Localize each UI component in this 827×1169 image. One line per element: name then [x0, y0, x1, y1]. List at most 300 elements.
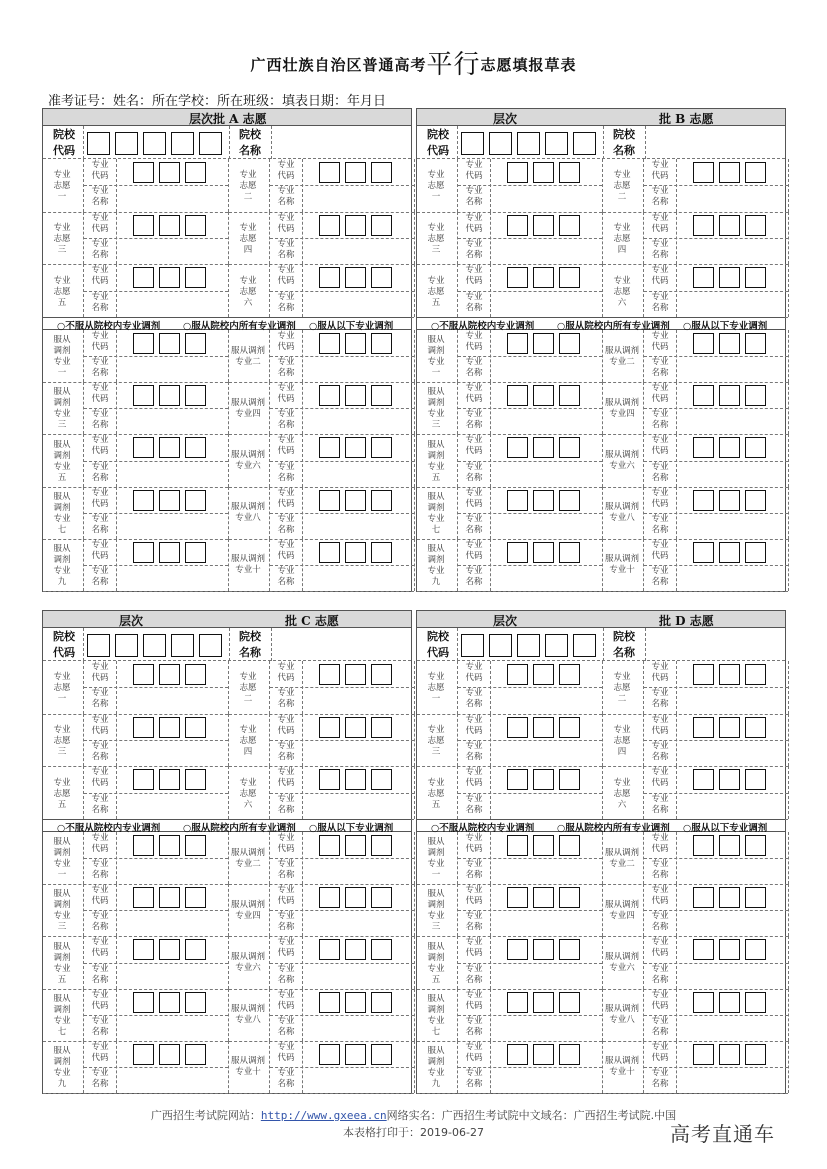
major-code-digit-box[interactable]	[693, 542, 714, 563]
major-code-digit-box[interactable]	[371, 333, 392, 354]
major-code-digit-box[interactable]	[185, 887, 206, 908]
major-name-field[interactable]	[677, 409, 787, 433]
college-code-digit-box[interactable]	[461, 634, 484, 657]
major-code-digit-box[interactable]	[533, 887, 554, 908]
major-code-digit-box[interactable]	[693, 490, 714, 511]
major-code-digit-box[interactable]	[345, 835, 366, 856]
college-code-digit-box[interactable]	[517, 634, 540, 657]
major-name-field[interactable]	[117, 186, 227, 210]
major-code-digit-box[interactable]	[345, 769, 366, 790]
major-name-field[interactable]	[117, 514, 227, 538]
major-code-digit-box[interactable]	[319, 333, 340, 354]
major-code-digit-box[interactable]	[185, 1044, 206, 1065]
major-code-digit-box[interactable]	[559, 437, 580, 458]
major-code-digit-box[interactable]	[133, 835, 154, 856]
major-code-digit-box[interactable]	[559, 1044, 580, 1065]
major-code-digit-box[interactable]	[133, 769, 154, 790]
major-name-field[interactable]	[677, 186, 787, 210]
major-code-digit-box[interactable]	[693, 887, 714, 908]
major-name-field[interactable]	[117, 239, 227, 263]
major-code-digit-box[interactable]	[159, 717, 180, 738]
major-code-digit-box[interactable]	[345, 333, 366, 354]
major-code-digit-box[interactable]	[185, 769, 206, 790]
divider	[43, 539, 228, 541]
major-code-digit-box[interactable]	[719, 267, 740, 288]
college-code-digit-box[interactable]	[115, 132, 138, 155]
college-code-digit-box[interactable]	[573, 634, 596, 657]
major-code-digit-box[interactable]	[133, 939, 154, 960]
major-code-digit-box[interactable]	[159, 162, 180, 183]
major-code-digit-box[interactable]	[745, 717, 766, 738]
college-code-digit-box[interactable]	[143, 132, 166, 155]
major-code-digit-box[interactable]	[559, 992, 580, 1013]
major-name-field[interactable]	[303, 964, 413, 988]
adjust-option[interactable]: ○服从以下专业调剂	[683, 321, 768, 332]
major-code-digit-box[interactable]	[559, 769, 580, 790]
major-code-digit-box[interactable]	[693, 939, 714, 960]
major-code-digit-box[interactable]	[133, 717, 154, 738]
major-code-digit-box[interactable]	[185, 717, 206, 738]
major-name-field[interactable]	[117, 794, 227, 818]
major-code-digit-box[interactable]	[745, 333, 766, 354]
major-code-digit-box[interactable]	[559, 542, 580, 563]
major-code-digit-box[interactable]	[533, 717, 554, 738]
major-code-digit-box[interactable]	[719, 992, 740, 1013]
major-name-field[interactable]	[303, 794, 413, 818]
major-name-field[interactable]	[491, 292, 601, 316]
adjust-option[interactable]: ○服从以下专业调剂	[309, 823, 394, 834]
college-code-digit-box[interactable]	[545, 132, 568, 155]
major-code-digit-box[interactable]	[345, 385, 366, 406]
major-code-digit-box[interactable]	[159, 542, 180, 563]
major-name-field[interactable]	[303, 462, 413, 486]
major-code-digit-box[interactable]	[745, 385, 766, 406]
adjust-option[interactable]: ○服从以下专业调剂	[309, 321, 394, 332]
major-name-field[interactable]	[491, 186, 601, 210]
major-name-field[interactable]	[303, 186, 413, 210]
major-code-digit-box[interactable]	[693, 385, 714, 406]
major-code-digit-box[interactable]	[719, 1044, 740, 1065]
major-code-digit-box[interactable]	[745, 490, 766, 511]
major-name-field[interactable]	[491, 688, 601, 712]
major-name-field[interactable]	[117, 911, 227, 935]
major-code-digit-box[interactable]	[133, 542, 154, 563]
college-code-digit-box[interactable]	[489, 634, 512, 657]
major-name-field[interactable]	[491, 1016, 601, 1040]
major-name-field[interactable]	[677, 741, 787, 765]
adjust-option[interactable]: ○不服从院校内专业调剂	[57, 823, 161, 834]
major-name-field[interactable]	[303, 566, 413, 590]
major-name-field[interactable]	[491, 911, 601, 935]
major-code-digit-box[interactable]	[533, 939, 554, 960]
divider	[788, 661, 790, 714]
major-code-digit-box[interactable]	[507, 717, 528, 738]
major-code-digit-box[interactable]	[185, 835, 206, 856]
major-code-digit-box[interactable]	[159, 490, 180, 511]
adjust-option[interactable]: ○不服从院校内专业调剂	[57, 321, 161, 332]
college-code-digit-box[interactable]	[115, 634, 138, 657]
major-code-digit-box[interactable]	[133, 385, 154, 406]
major-name-field[interactable]	[117, 741, 227, 765]
major-code-digit-box[interactable]	[693, 437, 714, 458]
major-code-digit-box[interactable]	[133, 333, 154, 354]
college-code-digit-box[interactable]	[87, 634, 110, 657]
major-code-digit-box[interactable]	[719, 490, 740, 511]
major-code-digit-box[interactable]	[559, 333, 580, 354]
major-code-boxes	[319, 835, 392, 856]
major-code-digit-box[interactable]	[559, 215, 580, 236]
major-name-field[interactable]	[491, 239, 601, 263]
major-code-digit-box[interactable]	[745, 664, 766, 685]
major-name-field[interactable]	[491, 566, 601, 590]
major-code-digit-box[interactable]	[371, 162, 392, 183]
major-code-digit-box[interactable]	[693, 769, 714, 790]
major-code-digit-box[interactable]	[185, 542, 206, 563]
major-name-field[interactable]	[677, 1016, 787, 1040]
major-code-digit-box[interactable]	[185, 215, 206, 236]
major-code-digit-box[interactable]	[559, 887, 580, 908]
major-code-digit-box[interactable]	[533, 333, 554, 354]
major-name-field[interactable]	[117, 1016, 227, 1040]
major-name-field[interactable]	[303, 741, 413, 765]
major-name-field[interactable]	[303, 1016, 413, 1040]
major-code-digit-box[interactable]	[745, 162, 766, 183]
college-code-digit-box[interactable]	[171, 634, 194, 657]
major-code-digit-box[interactable]	[371, 437, 392, 458]
major-code-digit-box[interactable]	[533, 769, 554, 790]
major-code-boxes	[507, 1044, 580, 1065]
major-code-digit-box[interactable]	[133, 215, 154, 236]
major-code-digit-box[interactable]	[319, 717, 340, 738]
college-code-digit-box[interactable]	[573, 132, 596, 155]
major-name-field[interactable]	[117, 859, 227, 883]
major-code-digit-box[interactable]	[693, 992, 714, 1013]
major-code-digit-box[interactable]	[159, 887, 180, 908]
major-code-digit-box[interactable]	[507, 333, 528, 354]
major-name-field[interactable]	[303, 409, 413, 433]
college-code-digit-box[interactable]	[461, 132, 484, 155]
college-code-digit-box[interactable]	[143, 634, 166, 657]
major-code-digit-box[interactable]	[371, 769, 392, 790]
major-code-digit-box[interactable]	[185, 385, 206, 406]
major-code-digit-box[interactable]	[745, 769, 766, 790]
major-name-field[interactable]	[491, 462, 601, 486]
major-code-digit-box[interactable]	[745, 215, 766, 236]
major-code-digit-box[interactable]	[159, 267, 180, 288]
major-code-digit-box[interactable]	[345, 490, 366, 511]
major-code-digit-box[interactable]	[319, 887, 340, 908]
major-name-field[interactable]	[677, 794, 787, 818]
major-code-digit-box[interactable]	[319, 490, 340, 511]
college-name-field[interactable]	[272, 629, 411, 660]
major-code-digit-box[interactable]	[719, 215, 740, 236]
major-code-digit-box[interactable]	[371, 939, 392, 960]
major-code-digit-box[interactable]	[507, 162, 528, 183]
major-code-digit-box[interactable]	[345, 1044, 366, 1065]
major-code-digit-box[interactable]	[371, 1044, 392, 1065]
major-name-field[interactable]	[117, 292, 227, 316]
major-name-field[interactable]	[303, 688, 413, 712]
major-code-digit-box[interactable]	[533, 215, 554, 236]
major-code-digit-box[interactable]	[345, 939, 366, 960]
major-code-digit-box[interactable]	[371, 490, 392, 511]
major-code-digit-box[interactable]	[133, 664, 154, 685]
major-code-digit-box[interactable]	[319, 215, 340, 236]
major-name-field[interactable]	[677, 357, 787, 381]
major-code-digit-box[interactable]	[719, 385, 740, 406]
major-code-digit-box[interactable]	[693, 333, 714, 354]
adjust-option[interactable]: ○服从院校内所有专业调剂	[183, 321, 296, 332]
college-code-digit-box[interactable]	[489, 132, 512, 155]
major-name-field[interactable]	[677, 566, 787, 590]
major-code-digit-box[interactable]	[159, 939, 180, 960]
major-code-digit-box[interactable]	[693, 664, 714, 685]
major-code-digit-box[interactable]	[319, 542, 340, 563]
major-name-field[interactable]	[303, 239, 413, 263]
major-code-digit-box[interactable]	[693, 1044, 714, 1065]
major-name-field[interactable]	[677, 1068, 787, 1092]
major-code-digit-box[interactable]	[719, 162, 740, 183]
major-code-digit-box[interactable]	[345, 992, 366, 1013]
adjust-option[interactable]: ○不服从院校内专业调剂	[431, 823, 535, 834]
major-code-digit-box[interactable]	[133, 267, 154, 288]
major-code-digit-box[interactable]	[507, 215, 528, 236]
major-name-field[interactable]	[677, 514, 787, 538]
major-code-digit-box[interactable]	[345, 664, 366, 685]
major-code-digit-box[interactable]	[185, 992, 206, 1013]
major-name-field[interactable]	[491, 964, 601, 988]
major-code-digit-box[interactable]	[745, 887, 766, 908]
major-name-field[interactable]	[117, 462, 227, 486]
major-code-digit-box[interactable]	[345, 215, 366, 236]
major-code-digit-box[interactable]	[319, 385, 340, 406]
major-code-digit-box[interactable]	[507, 385, 528, 406]
major-code-digit-box[interactable]	[693, 162, 714, 183]
college-name-field[interactable]	[646, 629, 785, 660]
major-code-digit-box[interactable]	[507, 267, 528, 288]
major-name-field[interactable]	[677, 239, 787, 263]
college-code-digit-box[interactable]	[87, 132, 110, 155]
major-code-digit-box[interactable]	[319, 162, 340, 183]
major-code-digit-box[interactable]	[533, 992, 554, 1013]
major-code-digit-box[interactable]	[319, 835, 340, 856]
major-name-field[interactable]	[303, 357, 413, 381]
major-code-digit-box[interactable]	[719, 717, 740, 738]
major-code-digit-box[interactable]	[185, 437, 206, 458]
major-code-digit-box[interactable]	[371, 664, 392, 685]
major-code-digit-box[interactable]	[507, 887, 528, 908]
major-code-digit-box[interactable]	[507, 1044, 528, 1065]
major-code-digit-box[interactable]	[745, 542, 766, 563]
major-name-label: 专业 名称	[465, 963, 483, 985]
major-name-field[interactable]	[117, 409, 227, 433]
major-name-field[interactable]	[117, 964, 227, 988]
major-code-digit-box[interactable]	[159, 992, 180, 1013]
block-level-label: 层次	[119, 614, 144, 628]
major-code-digit-box[interactable]	[185, 664, 206, 685]
major-code-label: 专业 代码	[465, 383, 483, 405]
major-code-digit-box[interactable]	[507, 542, 528, 563]
major-code-digit-box[interactable]	[507, 437, 528, 458]
major-code-digit-box[interactable]	[507, 769, 528, 790]
major-code-digit-box[interactable]	[345, 887, 366, 908]
major-name-field[interactable]	[491, 514, 601, 538]
major-code-digit-box[interactable]	[507, 664, 528, 685]
major-code-digit-box[interactable]	[319, 1044, 340, 1065]
college-code-digit-box[interactable]	[199, 132, 222, 155]
major-name-field[interactable]	[491, 859, 601, 883]
major-code-digit-box[interactable]	[159, 385, 180, 406]
major-code-digit-box[interactable]	[719, 542, 740, 563]
major-code-digit-box[interactable]	[133, 437, 154, 458]
major-name-field[interactable]	[303, 859, 413, 883]
major-code-digit-box[interactable]	[185, 162, 206, 183]
major-code-digit-box[interactable]	[345, 542, 366, 563]
major-code-digit-box[interactable]	[319, 267, 340, 288]
college-name-field[interactable]	[646, 127, 785, 158]
major-name-field[interactable]	[491, 409, 601, 433]
major-name-field[interactable]	[677, 859, 787, 883]
major-name-field[interactable]	[303, 292, 413, 316]
major-code-digit-box[interactable]	[533, 385, 554, 406]
major-code-digit-box[interactable]	[319, 939, 340, 960]
major-code-digit-box[interactable]	[159, 769, 180, 790]
major-code-digit-box[interactable]	[319, 769, 340, 790]
major-code-digit-box[interactable]	[719, 769, 740, 790]
major-code-digit-box[interactable]	[559, 490, 580, 511]
major-code-digit-box[interactable]	[533, 267, 554, 288]
major-code-digit-box[interactable]	[559, 939, 580, 960]
major-code-digit-box[interactable]	[533, 835, 554, 856]
major-code-digit-box[interactable]	[693, 215, 714, 236]
major-code-digit-box[interactable]	[345, 437, 366, 458]
major-code-digit-box[interactable]	[319, 664, 340, 685]
college-code-digit-box[interactable]	[171, 132, 194, 155]
major-name-field[interactable]	[677, 462, 787, 486]
major-code-digit-box[interactable]	[719, 437, 740, 458]
major-code-digit-box[interactable]	[559, 664, 580, 685]
major-code-digit-box[interactable]	[159, 437, 180, 458]
major-code-digit-box[interactable]	[533, 490, 554, 511]
major-name-field[interactable]	[303, 514, 413, 538]
adjust-option[interactable]: ○服从院校内所有专业调剂	[183, 823, 296, 834]
major-code-digit-box[interactable]	[507, 939, 528, 960]
major-code-digit-box[interactable]	[371, 992, 392, 1013]
major-code-digit-box[interactable]	[719, 887, 740, 908]
major-code-digit-box[interactable]	[533, 1044, 554, 1065]
major-name-field[interactable]	[677, 964, 787, 988]
major-code-digit-box[interactable]	[133, 887, 154, 908]
major-name-field[interactable]	[117, 357, 227, 381]
major-code-digit-box[interactable]	[371, 385, 392, 406]
adjust-option[interactable]: ○服从院校内所有专业调剂	[557, 823, 670, 834]
major-code-digit-box[interactable]	[345, 162, 366, 183]
college-code-digit-box[interactable]	[517, 132, 540, 155]
major-code-digit-box[interactable]	[559, 835, 580, 856]
major-name-field[interactable]	[677, 292, 787, 316]
major-code-digit-box[interactable]	[693, 717, 714, 738]
major-name-field[interactable]	[491, 741, 601, 765]
major-code-digit-box[interactable]	[719, 939, 740, 960]
major-code-digit-box[interactable]	[159, 333, 180, 354]
major-code-digit-box[interactable]	[507, 992, 528, 1013]
major-code-digit-box[interactable]	[185, 267, 206, 288]
major-code-digit-box[interactable]	[719, 835, 740, 856]
adjust-option[interactable]: ○服从以下专业调剂	[683, 823, 768, 834]
major-code-digit-box[interactable]	[133, 992, 154, 1013]
major-code-digit-box[interactable]	[533, 162, 554, 183]
adjust-option[interactable]: ○不服从院校内专业调剂	[431, 321, 535, 332]
major-name-field[interactable]	[117, 688, 227, 712]
major-code-digit-box[interactable]	[719, 664, 740, 685]
major-code-digit-box[interactable]	[159, 664, 180, 685]
major-code-digit-box[interactable]	[345, 717, 366, 738]
college-code-digit-box[interactable]	[545, 634, 568, 657]
major-code-digit-box[interactable]	[371, 215, 392, 236]
major-code-digit-box[interactable]	[507, 835, 528, 856]
major-name-field[interactable]	[491, 1068, 601, 1092]
major-code-digit-box[interactable]	[719, 333, 740, 354]
major-code-digit-box[interactable]	[371, 835, 392, 856]
major-code-digit-box[interactable]	[559, 162, 580, 183]
major-code-digit-box[interactable]	[371, 717, 392, 738]
major-code-digit-box[interactable]	[745, 267, 766, 288]
footer-site-link[interactable]: http://www.gxeea.cn	[260, 1109, 387, 1122]
major-code-digit-box[interactable]	[133, 162, 154, 183]
major-code-digit-box[interactable]	[559, 385, 580, 406]
college-code-digit-box[interactable]	[199, 634, 222, 657]
major-code-digit-box[interactable]	[693, 267, 714, 288]
major-name-field[interactable]	[491, 794, 601, 818]
major-name-field[interactable]	[677, 688, 787, 712]
major-code-digit-box[interactable]	[159, 215, 180, 236]
major-code-digit-box[interactable]	[159, 835, 180, 856]
major-code-digit-box[interactable]	[745, 939, 766, 960]
major-code-digit-box[interactable]	[185, 490, 206, 511]
major-name-field[interactable]	[117, 566, 227, 590]
major-code-digit-box[interactable]	[133, 490, 154, 511]
major-code-digit-box[interactable]	[533, 664, 554, 685]
major-code-digit-box[interactable]	[507, 490, 528, 511]
major-code-digit-box[interactable]	[133, 1044, 154, 1065]
major-code-digit-box[interactable]	[319, 992, 340, 1013]
college-name-field[interactable]	[272, 127, 411, 158]
major-code-digit-box[interactable]	[185, 333, 206, 354]
major-code-digit-box[interactable]	[345, 267, 366, 288]
major-code-digit-box[interactable]	[559, 267, 580, 288]
major-name-field[interactable]	[117, 1068, 227, 1092]
major-code-digit-box[interactable]	[159, 1044, 180, 1065]
major-code-digit-box[interactable]	[185, 939, 206, 960]
major-name-field[interactable]	[303, 1068, 413, 1092]
major-code-digit-box[interactable]	[319, 437, 340, 458]
major-name-field[interactable]	[303, 911, 413, 935]
major-name-field[interactable]	[491, 357, 601, 381]
major-code-digit-box[interactable]	[745, 437, 766, 458]
major-code-digit-box[interactable]	[745, 992, 766, 1013]
major-code-digit-box[interactable]	[745, 1044, 766, 1065]
major-code-digit-box[interactable]	[533, 437, 554, 458]
adjust-option[interactable]: ○服从院校内所有专业调剂	[557, 321, 670, 332]
major-code-digit-box[interactable]	[533, 542, 554, 563]
major-code-digit-box[interactable]	[371, 887, 392, 908]
major-code-digit-box[interactable]	[745, 835, 766, 856]
major-code-digit-box[interactable]	[371, 267, 392, 288]
major-name-field[interactable]	[677, 911, 787, 935]
major-code-digit-box[interactable]	[693, 835, 714, 856]
major-code-digit-box[interactable]	[559, 717, 580, 738]
major-code-digit-box[interactable]	[371, 542, 392, 563]
